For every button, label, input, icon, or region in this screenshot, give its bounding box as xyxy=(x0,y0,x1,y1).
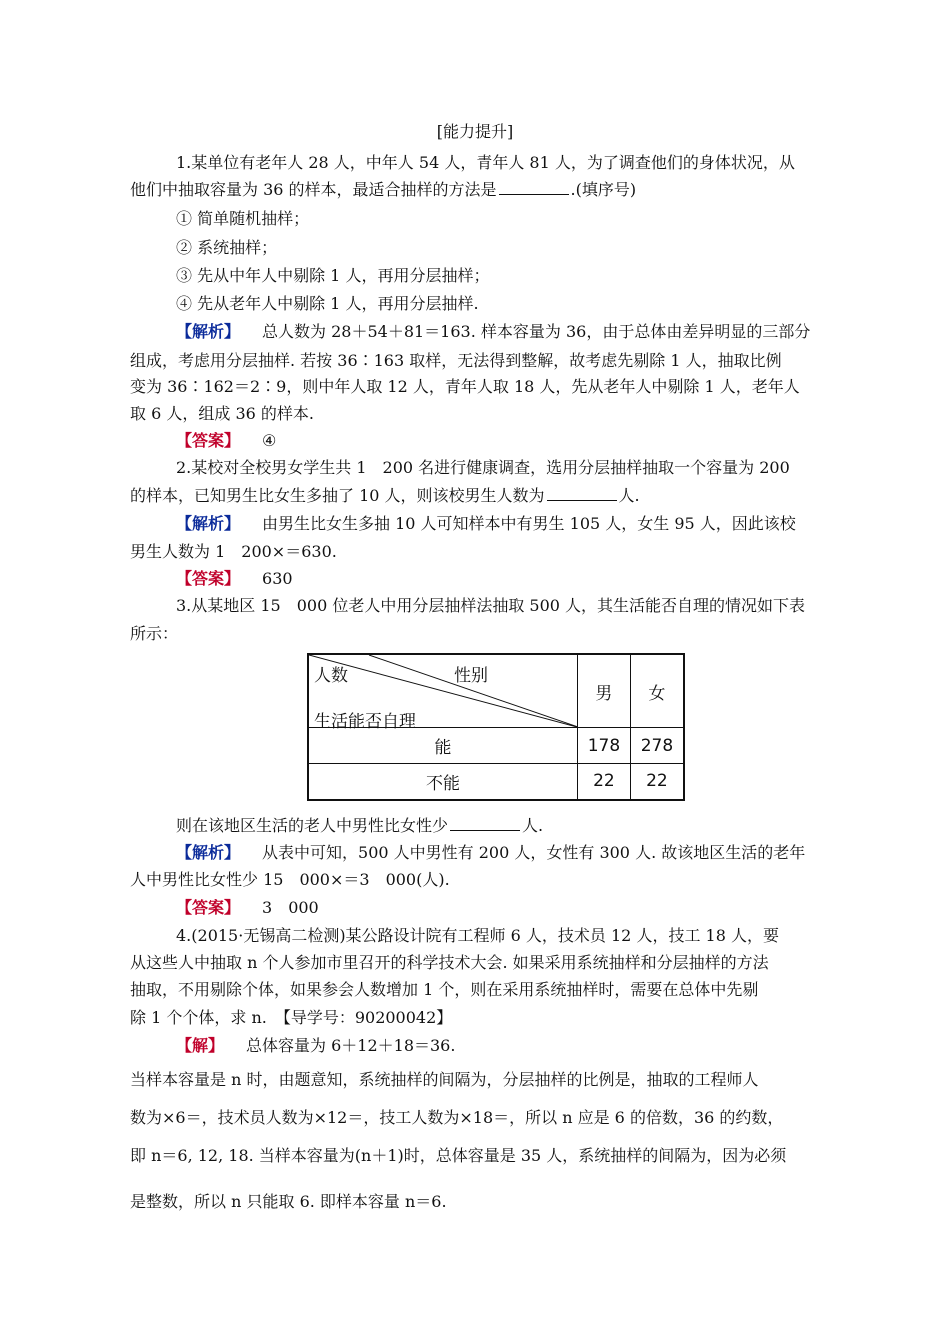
q4-solution: 【解】 总体容量为 6＋12＋18＝36. xyxy=(176,1036,456,1055)
answer-label: 【答案】 xyxy=(176,898,241,917)
q3-analysis: 【解析】 从表中可知，500 人中男性有 200 人，女性有 300 人. 故该地区生活的老年 xyxy=(176,843,806,862)
q2-answer: 【答案】 630 xyxy=(176,569,293,588)
self-care-table xyxy=(307,653,685,801)
cell-can-male: 178 xyxy=(578,728,631,764)
q1-analysis: 【解析】 总人数为 28＋54＋81＝163. 样本容量为 36，由于总体由差异明显的三部分 xyxy=(176,322,811,341)
q4-solution-line2: 当样本容量是 n 时，由题意知，系统抽样的间隔为，分层抽样的比例是，抽取的工程师人 xyxy=(130,1070,759,1089)
col-header-female: 女 xyxy=(630,654,684,728)
analysis-label: 【解析】 xyxy=(176,843,241,862)
q1-analysis-line3: 变为 36∶162＝2∶9，则中年人取 12 人，青年人取 18 人，先从老年人中剔除 1 人，老年人 xyxy=(130,377,800,396)
answer-label: 【答案】 xyxy=(176,431,241,450)
q3-analysis-line2: 人中男性比女性少 15 000×＝3 000(人). xyxy=(130,870,450,889)
q1-option-2: ② 系统抽样； xyxy=(176,238,278,257)
answer-blank[interactable] xyxy=(499,180,569,195)
header-selfcare-label: 生活能否自理 xyxy=(314,712,416,732)
q1-option-3: ③ 先从中年人中剔除 1 人，再用分层抽样； xyxy=(176,266,490,285)
q2-text-line1: 2.某校对全校男女学生共 1 200 名进行健康调查，选用分层抽样抽取一个容量为 200 xyxy=(176,458,790,477)
q2-analysis: 【解析】 由男生比女生多抽 10 人可知样本中有男生 105 人，女生 95 人，因此该校 xyxy=(176,514,796,533)
q2-analysis-line2: 男生人数为 1 200×＝630. xyxy=(130,542,337,561)
solution-label: 【解】 xyxy=(176,1036,225,1055)
q3-answer: 【答案】 3 000 xyxy=(176,898,319,917)
col-header-male: 男 xyxy=(578,654,631,728)
q1-text-line2: 他们中抽取容量为 36 的样本，最适合抽样的方法是 .(填序号) xyxy=(130,180,637,199)
q4-solution-line3: 数为×6＝，技术员人数为×12＝，技工人数为×18＝，所以 n 应是 6 的倍数，36 的约数， xyxy=(130,1108,784,1127)
cell-cannot-female: 22 xyxy=(630,764,684,800)
header-count-label: 人数 xyxy=(314,666,348,686)
q2-text-line2: 的样本，已知男生比女生多抽了 10 人，则该校男生人数为 人. xyxy=(130,486,640,505)
q1-analysis-line4: 取 6 人，组成 36 的样本. xyxy=(130,404,314,423)
q1-answer: 【答案】 ④ xyxy=(176,431,277,450)
q3-question: 则在该地区生活的老人中男性比女性少 人. xyxy=(176,816,544,835)
q1-option-1: ① 简单随机抽样； xyxy=(176,209,310,228)
analysis-label: 【解析】 xyxy=(176,514,241,533)
q4-solution-line5: 是整数，所以 n 只能取 6. 即样本容量 n＝6. xyxy=(130,1192,447,1211)
table-diagonal-header xyxy=(308,654,578,732)
q4-text-line2: 从这些人中抽取 n 个人参加市里召开的科学技术大会. 如果采用系统抽样和分层抽样的方法 xyxy=(130,953,769,972)
analysis-label: 【解析】 xyxy=(176,322,241,341)
row-label-cannot: 不能 xyxy=(308,764,578,800)
q4-text-line1: 4.(2015·无锡高二检测)某公路设计院有工程师 6 人，技术员 12 人，技工 18 人，要 xyxy=(176,926,779,945)
cell-cannot-male: 22 xyxy=(578,764,631,800)
q4-text-line4: 除 1 个个体，求 n. 【导学号：90200042】 xyxy=(130,1008,453,1027)
q3-text-line1: 3.从某地区 15 000 位老人中用分层抽样法抽取 500 人，其生活能否自理的情况如下表 xyxy=(176,596,806,615)
answer-label: 【答案】 xyxy=(176,569,241,588)
q1-text-line1: 1.某单位有老年人 28 人，中年人 54 人，青年人 81 人，为了调查他们的身体状况，从 xyxy=(176,153,795,172)
q1-analysis-line2: 组成，考虑用分层抽样. 若按 36∶163 取样，无法得到整解，故考虑先剔除 1 人，抽取比例 xyxy=(130,351,782,370)
q3-text-line2: 所示： xyxy=(130,624,179,643)
q4-text-line3: 抽取，不用剔除个体，如果参会人数增加 1 个，则在采用系统抽样时，需要在总体中先剔 xyxy=(130,980,759,999)
row-label-can: 能 xyxy=(308,728,578,764)
q1-option-4: ④ 先从老年人中剔除 1 人，再用分层抽样. xyxy=(176,294,479,313)
q4-solution-line4: 即 n＝6, 12, 18. 当样本容量为(n＋1)时，总体容量是 35 人，系统抽样的间隔为，因为必须 xyxy=(130,1146,787,1165)
answer-blank[interactable] xyxy=(547,486,617,501)
cell-can-female: 278 xyxy=(630,728,684,764)
answer-blank[interactable] xyxy=(450,816,520,831)
section-title: [能力提升] xyxy=(436,122,514,141)
header-gender-label: 性别 xyxy=(454,666,488,686)
